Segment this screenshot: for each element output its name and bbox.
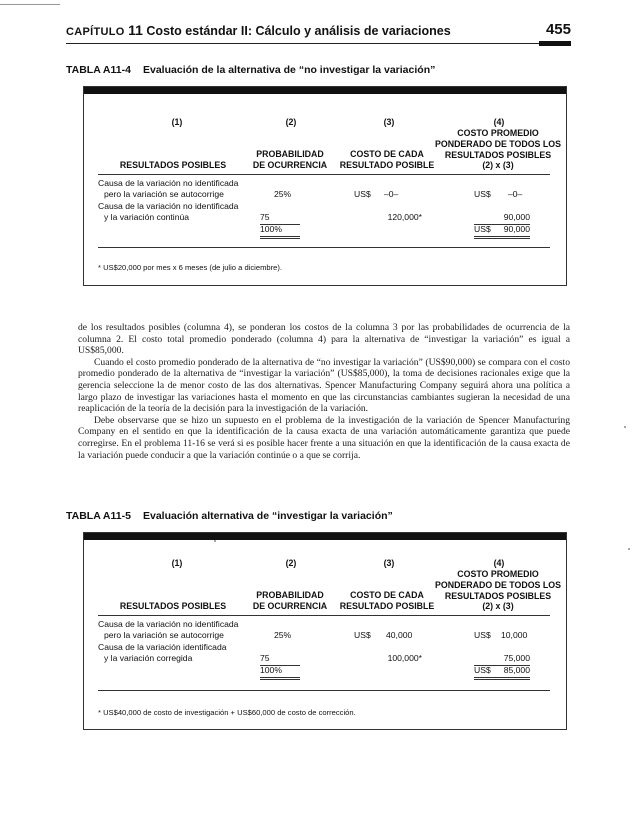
table2-row1-weighted-currency: US$ <box>474 630 491 640</box>
table1-total-weighted: 90,000 <box>503 224 530 234</box>
paragraph-2: Cuando el costo promedio ponderado de la alternativa de “no investigar la variación” (US$90,000) se compara con el costo promedio ponderado de la alternativa de “investigar la variación” (US$85,000), la toma de decisiones racionales exige que la gerencia seleccione la de menor costo de las dos alternativas. Spencer Manufacturing Company seguirá ahora una política a largo plazo de investigar las variaciones hasta el momento en que las circunstancias cambiantes sugieran la necesidad de una reaplicación de la teoría de la decisión para la investigación de la variación. <box>78 356 570 415</box>
table2-col2-header-line1: PROBABILIDAD <box>256 590 324 600</box>
scan-speck <box>628 548 630 550</box>
table1-footnote: * US$20,000 por mes x 6 meses (de julio a diciembre). <box>98 263 283 272</box>
table2-col1-number: (1) <box>171 558 183 568</box>
scan-speck <box>214 540 216 542</box>
table2-top-bar <box>84 533 566 540</box>
table2-row2-cost: 100,000* <box>387 653 422 663</box>
table1-total-probability: 100% <box>260 224 300 239</box>
table2-row1-weighted: 10,000 <box>501 630 528 640</box>
table1-label: TABLA A11-4 <box>66 64 131 76</box>
table1-row2-outcome-line2: y la variación continúa <box>104 212 190 222</box>
table1-row1-weighted-currency: US$ <box>474 189 491 199</box>
table1-row1-outcome-line1: Causa de la variación no identificada <box>98 178 239 188</box>
table2-footnote: * US$40,000 de costo de investigación + US$60,000 de costo de corrección. <box>98 708 356 717</box>
table2-col4-header-line4: (2) x (3) <box>482 601 514 612</box>
table1-row2-outcome-line1: Causa de la variación no identificada <box>98 201 239 211</box>
table2-row1-probability: 25% <box>274 630 292 640</box>
table1-row2-weighted: 90,000 <box>474 212 530 225</box>
table2-row1-currency: US$ <box>354 630 371 640</box>
table1-col4-header-line4: (2) x (3) <box>482 160 514 171</box>
chapter-heading <box>66 22 451 38</box>
table1-row1-outcome-line2: pero la variación se autocorrige <box>104 189 224 199</box>
table1-col2-header-line2: DE OCURRENCIA <box>252 159 328 170</box>
scan-speck <box>624 426 626 428</box>
table2-col4-header-line2: PONDERADO DE TODOS LOS <box>435 579 561 590</box>
table1-top-bar <box>84 87 566 94</box>
table2-total-currency: US$ <box>474 665 491 675</box>
table2-col3-number: (3) <box>383 558 395 568</box>
paragraph-1: de los resultados posibles (columna 4), se ponderan los costos de la columna 3 por las probabilidades de ocurrencia de la columna 2. El costo total promedio ponderado (columna 4) para la alternativa de “investigar la variación” es igual a US$85,000. <box>78 322 570 357</box>
table2-row2-outcome-line2: y la variación corregida <box>104 653 193 663</box>
table2-col4-number: (4) <box>493 558 505 568</box>
table2-label: TABLA A11-5 <box>66 510 131 522</box>
table1-col4-header-line3: RESULTADOS POSIBLES <box>444 149 552 160</box>
table2-row1-cost: 40,000 <box>386 630 413 640</box>
page-number: 455 <box>545 21 571 38</box>
table1-col2-header-line1: PROBABILIDAD <box>256 149 324 159</box>
table2-col2-header <box>242 590 338 612</box>
table2-col3-header-line1: COSTO DE CADA <box>350 590 424 600</box>
body-text <box>78 322 570 461</box>
table1-caption: Evaluación de la alternativa de “no investigar la variación” <box>143 64 436 76</box>
table1-col1-number: (1) <box>171 117 183 127</box>
table1-col3-header-line1: COSTO DE CADA <box>350 149 424 159</box>
table2-col3-header-line2: RESULTADO POSIBLE <box>339 600 435 611</box>
table1-row2-cost: 120,000* <box>387 212 422 222</box>
table2-footer-rule <box>98 690 550 691</box>
table2-col4-header <box>420 569 576 612</box>
table2-col2-number: (2) <box>285 558 297 568</box>
table2-col1-header: RESULTADOS POSIBLES <box>119 601 227 611</box>
top-edge-rule <box>0 4 60 5</box>
table1-row2-probability: 75 <box>260 212 300 225</box>
header-rule <box>66 43 539 44</box>
table1-row1-probability: 25% <box>274 189 292 199</box>
table1-row1-currency: US$ <box>354 189 371 199</box>
table1-col2-number: (2) <box>285 117 297 127</box>
table2-title <box>66 510 393 522</box>
table2-total-probability: 100% <box>260 665 300 680</box>
running-header <box>66 22 571 40</box>
table2-caption: Evaluación alternativa de “investigar la variación” <box>143 510 393 522</box>
table2-col4-header-line1: COSTO PROMEDIO <box>457 569 539 579</box>
chapter-number: 11 <box>128 22 143 38</box>
table1-total-currency: US$ <box>474 224 491 234</box>
table2-header-rule <box>98 615 550 616</box>
table1-col3-header <box>336 149 438 171</box>
paragraph-3: Debe observarse que se hizo un supuesto en el problema de la investigación de la variación de Spencer Manufacturing Company en el sentido en que la identificación de la causa exacta de una variación automáticamente garantiza que puede corregirse. En el problema 11-16 se verá si es posible hacer frente a una situación en que la identificación de la causa exacta de la variación puede conducir a que la variación continúe o a que se corrija. <box>78 414 570 461</box>
table2-col2-header-line2: DE OCURRENCIA <box>252 600 328 611</box>
table1-title <box>66 64 435 76</box>
table1-col3-header-line2: RESULTADO POSIBLE <box>339 159 435 170</box>
table1-row1-cost: –0– <box>384 189 399 199</box>
table2-col3-header <box>336 590 438 612</box>
table1-col1-header: RESULTADOS POSIBLES <box>119 160 227 170</box>
table1-col4-header <box>420 128 576 171</box>
table1-total-row <box>474 224 530 239</box>
table2-row1-outcome-line1: Causa de la variación no identificada <box>98 619 239 629</box>
table1-col4-header-line1: COSTO PROMEDIO <box>457 128 539 138</box>
table1-col2-header <box>242 149 338 171</box>
table2-total-row <box>474 665 530 680</box>
table2-row2-outcome-line1: Causa de la variación identificada <box>98 642 227 652</box>
table2-row2-weighted: 75,000 <box>474 653 530 666</box>
table1-col4-header-line2: PONDERADO DE TODOS LOS <box>435 138 561 149</box>
table1-row1-weighted: –0– <box>508 189 523 199</box>
table2 <box>83 532 567 730</box>
table2-row1-outcome-line2: pero la variación se autocorrige <box>104 630 224 640</box>
table2-total-weighted: 85,000 <box>503 665 530 675</box>
table2-col4-header-line3: RESULTADOS POSIBLES <box>444 590 552 601</box>
table1-col4-number: (4) <box>493 117 505 127</box>
table1-col3-number: (3) <box>383 117 395 127</box>
table2-row2-probability: 75 <box>260 653 300 666</box>
chapter-title: Costo estándar II: Cálculo y análisis de variaciones <box>146 24 451 38</box>
table1-footer-rule <box>98 247 550 248</box>
table1-header-rule <box>98 174 550 175</box>
header-rule-block <box>539 41 571 46</box>
chapter-word: CAPÍTULO <box>66 26 125 38</box>
table1 <box>83 86 567 286</box>
